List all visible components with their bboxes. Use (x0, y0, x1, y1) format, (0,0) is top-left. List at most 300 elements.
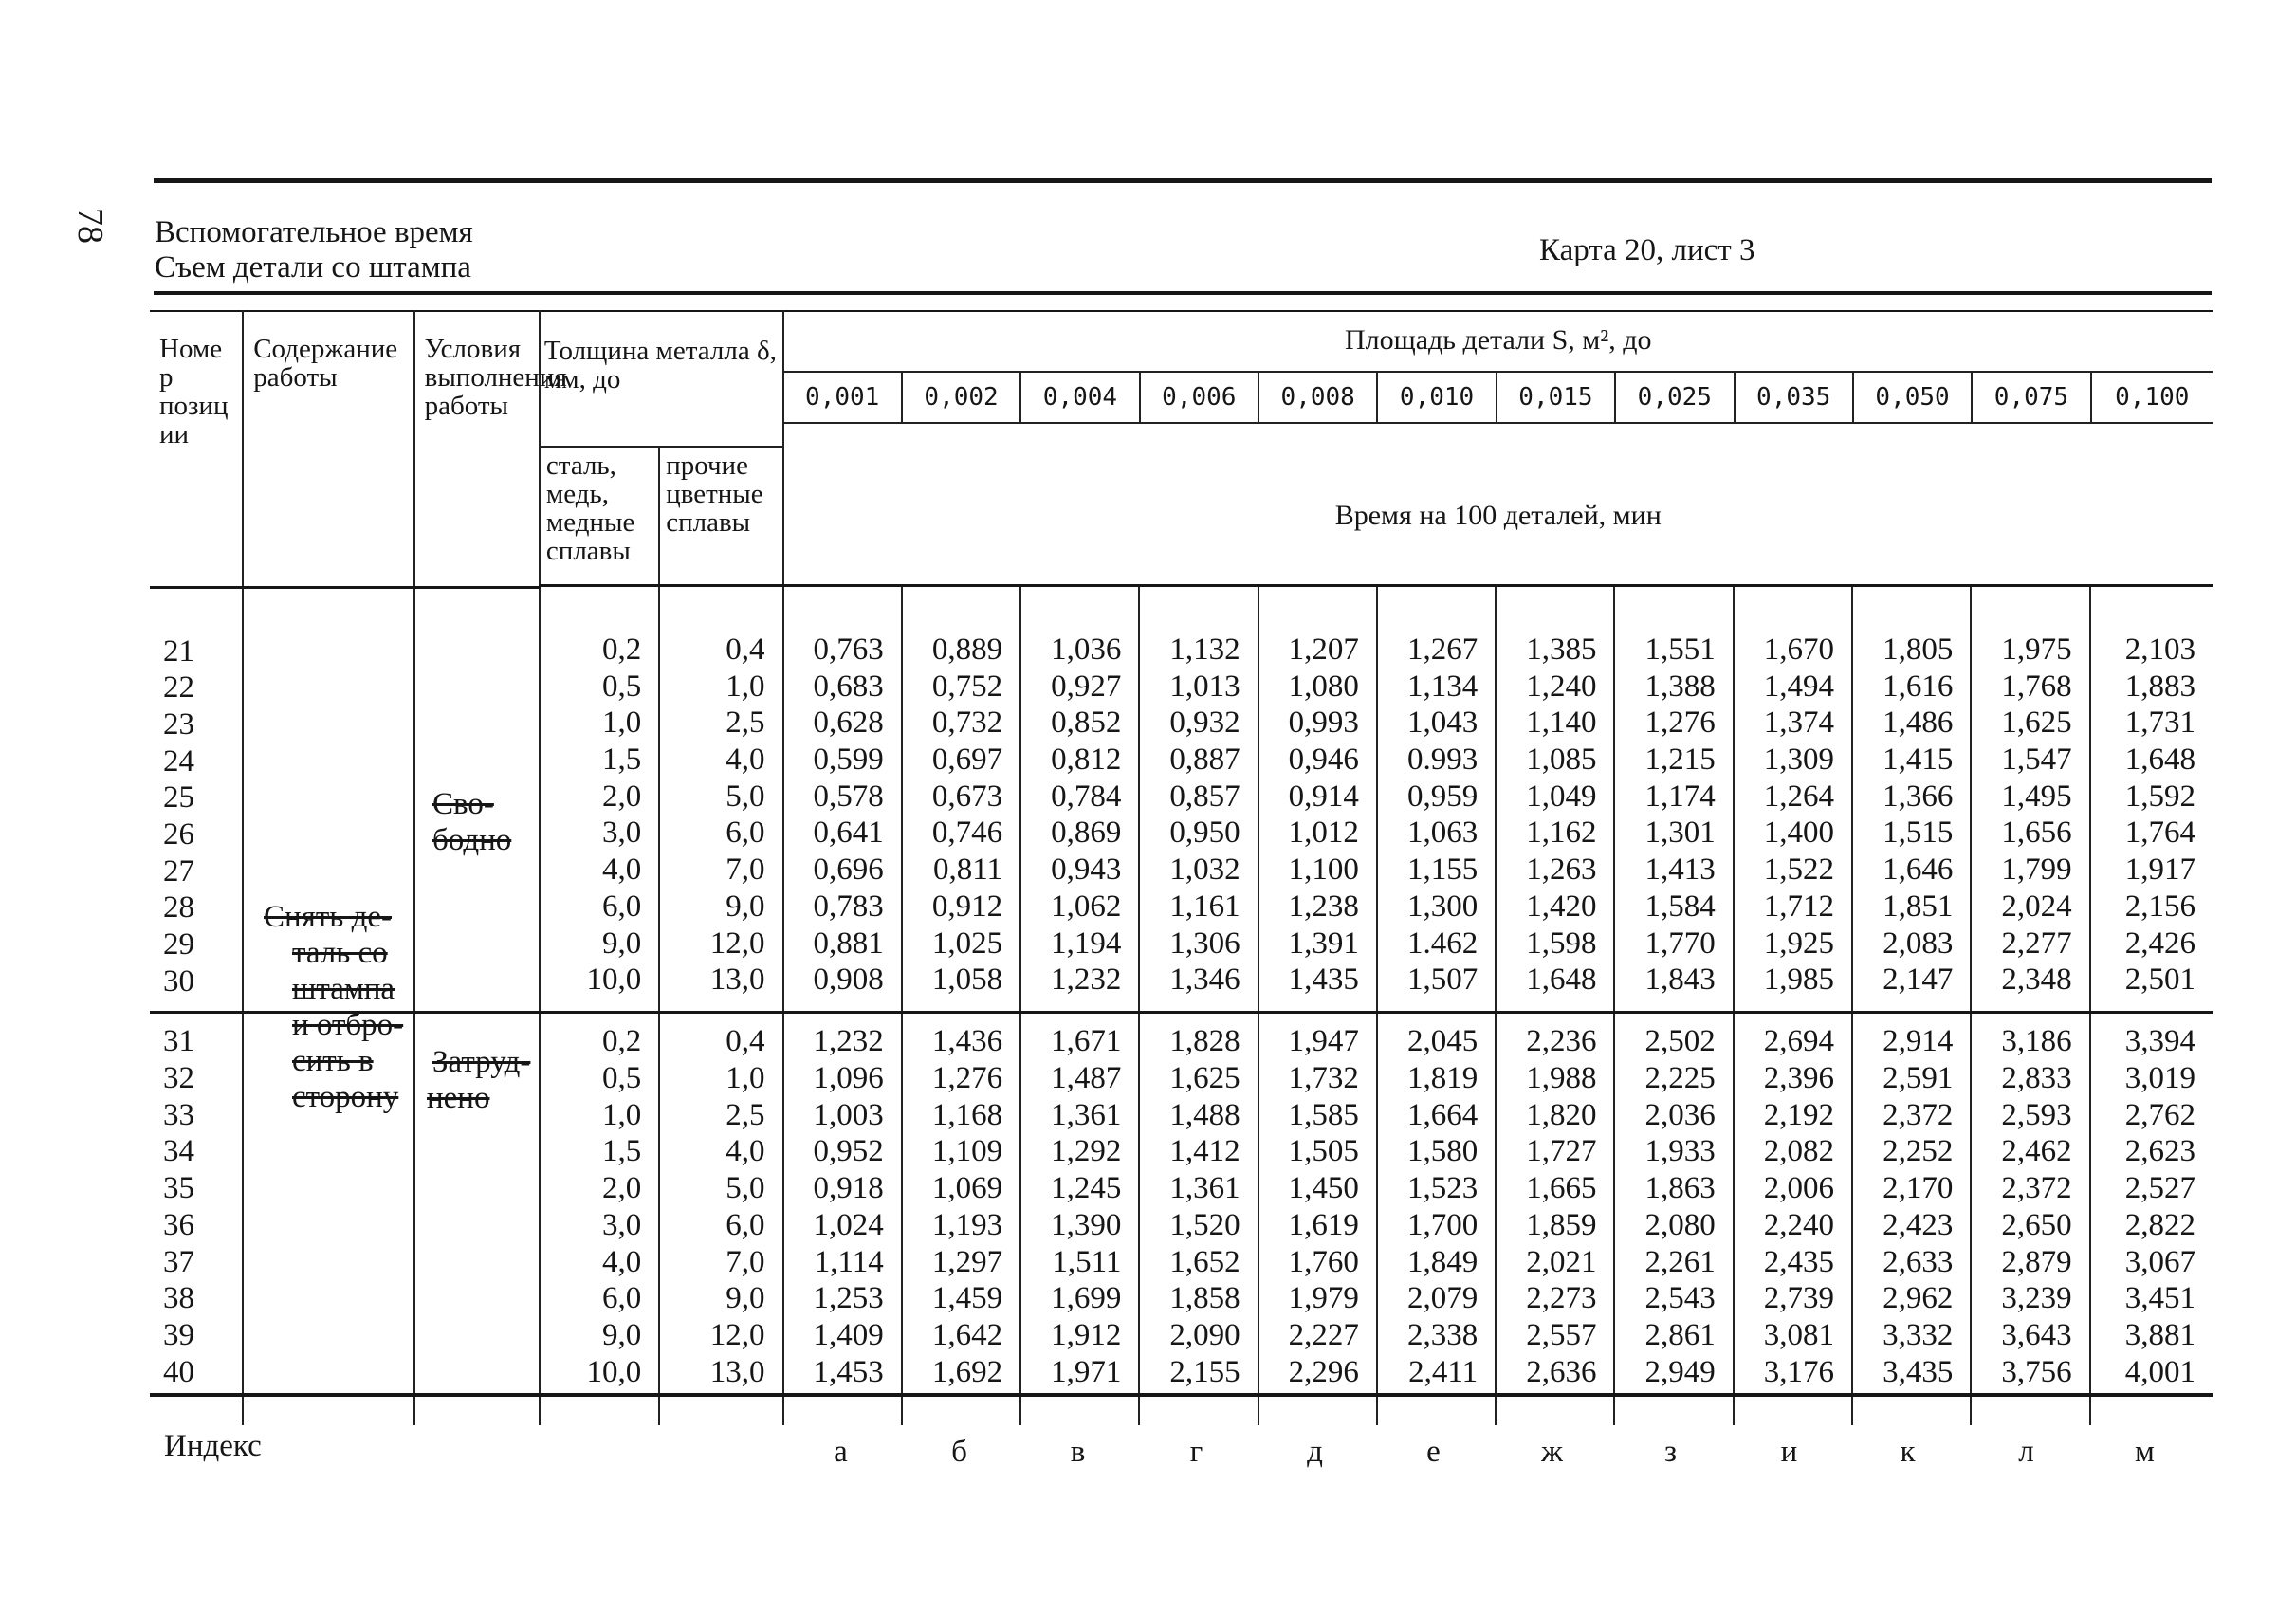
time-value: 1,764 (2124, 816, 2195, 851)
time-value: 0,599 (813, 742, 884, 778)
time-value: 1,819 (1406, 1061, 1479, 1096)
time-value: 1,036 (1051, 632, 1122, 667)
time-value: 1,851 (1883, 889, 1954, 924)
time-value: 2,762 (2124, 1097, 2195, 1132)
time-value: 0,932 (1169, 706, 1240, 741)
time-value: 1,413 (1644, 852, 1716, 888)
time-value: 2,962 (1883, 1281, 1954, 1316)
time-value: 1,520 (1169, 1207, 1240, 1242)
time-value: 2,261 (1644, 1244, 1716, 1279)
area-size-6: 0,010 (1376, 373, 1495, 422)
thickness-other-value: 2,5 (726, 1097, 765, 1132)
time-value: 0,952 (813, 1134, 884, 1169)
time-value: 1,459 (931, 1281, 1003, 1316)
time-value: 1,522 (1763, 852, 1835, 888)
time-value: 1,642 (931, 1317, 1003, 1352)
time-value: 1,805 (1883, 632, 1954, 667)
time-value: 2,543 (1644, 1281, 1716, 1316)
time-value: 1,859 (1526, 1207, 1597, 1242)
thickness-other-value: 7,0 (726, 1244, 765, 1279)
thickness-steel-value: 3,0 (601, 816, 642, 851)
time-value: 2,036 (1644, 1097, 1716, 1132)
time-value: 1,486 (1883, 706, 1954, 741)
thickness-steel-value: 0,5 (601, 669, 642, 704)
time-value: 1,664 (1406, 1097, 1479, 1132)
position-value: 22 (163, 670, 194, 706)
time-value: 2,739 (1763, 1281, 1835, 1316)
thickness-steel-value: 9,0 (601, 926, 642, 961)
time-value: 1,925 (1763, 926, 1835, 961)
index-letter: и (1780, 1435, 1798, 1469)
time-value: 1,415 (1883, 742, 1954, 778)
position-value: 33 (163, 1097, 194, 1132)
time-cell (1614, 587, 1733, 1013)
time-value: 2,006 (1763, 1171, 1835, 1206)
thickness-steel-value: 0,2 (601, 1024, 642, 1059)
time-value: 3,451 (2124, 1281, 2195, 1316)
time-value: 1,100 (1288, 852, 1359, 888)
time-value: 1,263 (1526, 852, 1597, 888)
time-value: 1,306 (1169, 926, 1240, 961)
time-value: 1,412 (1169, 1134, 1240, 1169)
times-table (150, 310, 2213, 1425)
thickness-steel-value: 0,2 (601, 632, 642, 667)
thickness-other-value: 12,0 (709, 926, 765, 961)
time-value: 1,080 (1288, 669, 1359, 704)
condition-line: Затруд- (432, 1045, 531, 1079)
position-value: 28 (163, 890, 194, 926)
time-value: 1,435 (1288, 962, 1359, 998)
thickness-other-value: 9,0 (726, 889, 765, 924)
time-value: 2,103 (2124, 632, 2195, 667)
index-letter: б (951, 1435, 967, 1469)
time-value: 1,385 (1526, 632, 1597, 667)
area-size-4: 0,006 (1139, 373, 1258, 422)
time-value: 1,799 (2001, 852, 2072, 888)
thickness-other-value: 6,0 (726, 1207, 765, 1242)
time-value: 2,396 (1763, 1061, 1835, 1096)
time-value: 3,176 (1763, 1354, 1835, 1389)
time-value: 1,114 (814, 1244, 884, 1279)
position-value: 25 (163, 780, 194, 816)
time-value: 2,277 (2001, 926, 2072, 961)
time-value: 1,511 (1052, 1244, 1122, 1279)
thickness-steel-value: 2,0 (601, 779, 642, 814)
time-value: 2,083 (1883, 926, 1954, 961)
time-value: 1,917 (2124, 852, 2195, 888)
time-value: 0,993 (1288, 706, 1359, 741)
time-value: 1,585 (1288, 1097, 1359, 1132)
time-value: 1,297 (931, 1244, 1003, 1279)
time-value: 0,943 (1051, 852, 1122, 888)
thickness-other-value: 6,0 (726, 816, 765, 851)
time-value: 3,186 (2001, 1024, 2072, 1059)
time-value: 2,236 (1526, 1024, 1597, 1059)
thickness-steel-value: 3,0 (601, 1207, 642, 1242)
time-value: 1,436 (931, 1024, 1003, 1059)
col-work-label: Содержание работы (253, 334, 398, 393)
col-steel-label: сталь, медь, медные сплавы (545, 450, 635, 566)
position-value: 23 (163, 706, 194, 742)
area-size-2: 0,002 (901, 373, 1019, 422)
time-value: 1,450 (1288, 1171, 1359, 1206)
time-value: 1,374 (1763, 706, 1835, 741)
index-letter: д (1307, 1435, 1323, 1469)
time-value: 2,155 (1169, 1354, 1240, 1389)
time-value: 1,453 (813, 1354, 884, 1389)
col-conditions-header (414, 310, 567, 587)
time-value: 0,732 (931, 706, 1003, 741)
time-cell (1734, 1013, 1852, 1425)
time-value: 1,132 (1169, 632, 1240, 667)
thickness-steel-value: 4,0 (601, 1244, 642, 1279)
time-value: 3,332 (1883, 1317, 1954, 1352)
time-value: 0,889 (931, 632, 1003, 667)
time-value: 1,232 (1051, 962, 1122, 998)
thickness-other-value: 9,0 (726, 1281, 765, 1316)
time-value: 1,194 (1051, 926, 1122, 961)
thickness-other-cell (659, 587, 782, 1013)
time-value: 1,013 (1169, 669, 1240, 704)
thickness-other-value: 4,0 (726, 1134, 765, 1169)
time-value: 2,080 (1644, 1207, 1716, 1242)
time-value: 1,253 (813, 1281, 884, 1316)
time-value: 1,727 (1526, 1134, 1597, 1169)
time-value: 1,276 (1644, 706, 1716, 741)
thickness-steel-value: 10,0 (586, 1354, 642, 1389)
time-value: 0,908 (813, 962, 884, 998)
time-value: 2,694 (1763, 1024, 1835, 1059)
time-value: 0,946 (1288, 742, 1359, 778)
position-value: 27 (163, 853, 194, 889)
time-cell (1852, 1013, 1971, 1425)
thickness-steel-cell (540, 1013, 659, 1425)
time-value: 0,959 (1406, 779, 1479, 814)
time-value: 2,372 (2001, 1171, 2072, 1206)
time-value: 1,670 (1763, 632, 1835, 667)
time-value: 1,301 (1644, 816, 1716, 851)
work-content-line: Снять де- (264, 900, 392, 934)
time-value: 1,665 (1526, 1171, 1597, 1206)
time-value: 3,019 (2124, 1061, 2195, 1096)
thickness-other-value: 12,0 (709, 1317, 765, 1352)
area-size-7: 0,015 (1496, 373, 1614, 422)
time-value: 1,985 (1763, 962, 1835, 998)
time-value: 1,300 (1406, 889, 1479, 924)
time-value: 1,488 (1169, 1097, 1240, 1132)
thickness-other-value: 0,4 (726, 632, 765, 667)
time-value: 1,700 (1406, 1207, 1479, 1242)
time-value: 0,784 (1051, 779, 1122, 814)
time-value: 2,557 (1526, 1317, 1597, 1352)
time-value: 1,883 (2124, 669, 2195, 704)
time-value: 1,409 (813, 1317, 884, 1352)
time-value: 1,515 (1883, 816, 1954, 851)
time-cell (1139, 1013, 1258, 1425)
position-value: 24 (163, 743, 194, 779)
header-title-line1: Вспомогательное время (155, 215, 473, 249)
time-value: 3,643 (2001, 1317, 2072, 1352)
time-value: 1,168 (931, 1097, 1003, 1132)
thickness-steel-value: 9,0 (601, 1317, 642, 1352)
time-value: 4,001 (2124, 1354, 2195, 1389)
index-letter: г (1189, 1435, 1203, 1469)
thickness-other-value: 4,0 (726, 742, 765, 778)
time-value: 1,292 (1051, 1134, 1122, 1169)
time-value: 1,495 (2001, 779, 2072, 814)
position-cell (150, 587, 243, 1013)
time-value: 0,950 (1169, 816, 1240, 851)
col-work-header (243, 310, 413, 587)
time-value: 1,656 (2001, 816, 2072, 851)
time-value: 0,918 (813, 1171, 884, 1206)
time-value: 1,820 (1526, 1097, 1597, 1132)
area-size-12: 0,100 (2090, 373, 2213, 422)
time-value: 0,812 (1051, 742, 1122, 778)
time-cell (1496, 1013, 1614, 1425)
index-letter: а (834, 1435, 848, 1469)
col-other-header (659, 447, 782, 586)
time-value: 1,388 (1644, 669, 1716, 704)
time-value: 1,232 (813, 1024, 884, 1059)
time-value: 1.462 (1406, 926, 1479, 961)
time-value: 1,712 (1763, 889, 1835, 924)
time-value: 1,487 (1051, 1061, 1122, 1096)
time-value: 1,085 (1526, 742, 1597, 778)
time-value: 0,697 (931, 742, 1003, 778)
time-value: 1,912 (1051, 1317, 1122, 1352)
time-cell (902, 587, 1020, 1013)
time-value: 1,648 (2124, 742, 2195, 778)
area-size-5: 0,008 (1258, 373, 1376, 422)
thickness-other-cell (659, 1013, 782, 1425)
time-cell (1852, 587, 1971, 1013)
time-value: 2,879 (2001, 1244, 2072, 1279)
thickness-steel-value: 1,5 (601, 1134, 642, 1169)
time-value: 1,648 (1526, 962, 1597, 998)
time-value: 1,598 (1526, 926, 1597, 961)
time-value: 0,578 (813, 779, 884, 814)
time-value: 2,045 (1406, 1024, 1479, 1059)
time-value: 1,619 (1288, 1207, 1359, 1242)
time-value: 1,652 (1169, 1244, 1240, 1279)
index-letter: л (2018, 1435, 2034, 1469)
time-value: 2,527 (2124, 1171, 2195, 1206)
time-value: 1,551 (1644, 632, 1716, 667)
time-value: 1,049 (1526, 779, 1597, 814)
time-value: 1,063 (1406, 816, 1479, 851)
time-value: 1,025 (931, 926, 1003, 961)
time-cell (1614, 1013, 1733, 1425)
position-value: 32 (163, 1061, 194, 1096)
time-value: 1,625 (2001, 706, 2072, 741)
thickness-other-value: 2,5 (726, 706, 765, 741)
thickness-other-value: 7,0 (726, 852, 765, 888)
position-value: 39 (163, 1317, 194, 1352)
area-header-block (783, 310, 2213, 447)
time-value: 3,081 (1763, 1317, 1835, 1352)
time-value: 1,267 (1406, 632, 1479, 667)
thickness-steel-value: 6,0 (601, 1281, 642, 1316)
thickness-other-value: 5,0 (726, 1171, 765, 1206)
thickness-steel-cell (540, 587, 659, 1013)
area-size-11: 0,075 (1971, 373, 2089, 422)
header-rule (154, 291, 2212, 295)
time-value: 1,032 (1169, 852, 1240, 888)
time-value: 2,650 (2001, 1207, 2072, 1242)
header-title-line2: Съем детали со штампа (155, 250, 471, 284)
area-title: Площадь детали S, м², до (1344, 324, 1652, 356)
index-letter: ж (1541, 1435, 1563, 1469)
time-value: 2,240 (1763, 1207, 1835, 1242)
time-value: 1,207 (1288, 632, 1359, 667)
time-value: 2,833 (2001, 1061, 2072, 1096)
work-content-line: сить в (292, 1044, 374, 1078)
index-letter: е (1426, 1435, 1441, 1469)
time-cell (1020, 1013, 1139, 1425)
time-cell (783, 587, 902, 1013)
time-value: 1,849 (1406, 1244, 1479, 1279)
time-value: 2,423 (1883, 1207, 1954, 1242)
time-value: 0,887 (1169, 742, 1240, 778)
time-cell (1139, 587, 1258, 1013)
time-value: 1,671 (1051, 1024, 1122, 1059)
card-label: Карта 20, лист 3 (1539, 233, 1755, 267)
time-value: 1,240 (1526, 669, 1597, 704)
time-value: 2,225 (1644, 1061, 1716, 1096)
time-value: 2,348 (2001, 962, 2072, 998)
thickness-other-value: 13,0 (709, 962, 765, 998)
time-value: 1,494 (1763, 669, 1835, 704)
time-value: 0,683 (813, 669, 884, 704)
time-value: 2,636 (1526, 1354, 1597, 1389)
thickness-steel-value: 4,0 (601, 852, 642, 888)
table-bottom-rule (150, 1393, 2213, 1397)
time-value: 1,760 (1288, 1244, 1359, 1279)
time-value: 2,273 (1526, 1281, 1597, 1316)
time-value: 1,134 (1406, 669, 1479, 704)
time-cell (1377, 1013, 1496, 1425)
time-cell (1971, 1013, 2089, 1425)
time-value: 2,411 (1408, 1354, 1479, 1389)
time-value: 1,391 (1288, 926, 1359, 961)
position-value: 21 (163, 633, 194, 669)
time-value: 1,975 (2001, 632, 2072, 667)
time-value: 2,252 (1883, 1134, 1954, 1169)
time-value: 1,988 (1526, 1061, 1597, 1096)
time-value: 2,501 (2124, 962, 2195, 998)
time-value: 1,699 (1051, 1281, 1122, 1316)
time-value: 0,927 (1051, 669, 1122, 704)
time-value: 0,628 (813, 706, 884, 741)
sizes-row (784, 371, 2213, 424)
time-value: 0,752 (931, 669, 1003, 704)
thickness-steel-value: 6,0 (601, 889, 642, 924)
col-thickness-label: Толщина металла δ, мм, до (543, 336, 777, 394)
time-value: 1,264 (1763, 779, 1835, 814)
time-value: 2,156 (2124, 889, 2195, 924)
time-value: 1,069 (931, 1171, 1003, 1206)
time-cell (1377, 587, 1496, 1013)
position-value: 40 (163, 1354, 194, 1389)
time-value: 2,296 (1288, 1354, 1359, 1389)
time-value: 0.993 (1406, 742, 1479, 778)
time-value: 2,435 (1763, 1244, 1835, 1279)
time-value: 1,366 (1883, 779, 1954, 814)
time-cell (2090, 1013, 2213, 1425)
time-value: 2,861 (1644, 1317, 1716, 1352)
col-conditions-label: Условия выполнения работы (424, 334, 567, 421)
time-value: 1,276 (931, 1061, 1003, 1096)
time-value: 1,109 (931, 1134, 1003, 1169)
work-content-line: и отбро- (292, 1008, 404, 1042)
page-number: 78 (70, 208, 110, 244)
work-content-line: таль со (292, 936, 388, 970)
col-other-label: прочие цветные сплавы (666, 450, 763, 538)
time-value: 1,731 (2124, 706, 2195, 741)
work-content-line: сторону (292, 1080, 399, 1114)
time-value: 3,881 (2124, 1317, 2195, 1352)
thickness-steel-value: 0,5 (601, 1061, 642, 1096)
time-value: 2,623 (2124, 1134, 2195, 1169)
area-size-8: 0,025 (1614, 373, 1733, 422)
time-value: 1,625 (1169, 1061, 1240, 1096)
time-value: 1,400 (1763, 816, 1835, 851)
thickness-other-value: 5,0 (726, 779, 765, 814)
time-cell (1734, 587, 1852, 1013)
time-value: 1,971 (1051, 1354, 1122, 1389)
time-value: 1,161 (1169, 889, 1240, 924)
index-letter: в (1070, 1435, 1086, 1469)
time-value: 2,593 (2001, 1097, 2072, 1132)
time-value: 2,822 (2124, 1207, 2195, 1242)
time-value: 3,067 (2124, 1244, 2195, 1279)
time-value: 1,933 (1644, 1134, 1716, 1169)
time-value: 1,420 (1526, 889, 1597, 924)
time-value: 1,592 (2124, 779, 2195, 814)
time-value: 0,857 (1169, 779, 1240, 814)
work-content-line: штампа (292, 972, 395, 1006)
time-value: 1,390 (1051, 1207, 1122, 1242)
thickness-other-value: 1,0 (726, 1061, 765, 1096)
area-size-9: 0,035 (1734, 373, 1852, 422)
index-letter: м (2135, 1435, 2155, 1469)
time-value: 1,096 (813, 1061, 884, 1096)
time-value: 2,147 (1883, 962, 1954, 998)
col-position-header (150, 310, 243, 587)
time-value: 1,309 (1763, 742, 1835, 778)
time-value: 1,646 (1883, 852, 1954, 888)
time-cell (1496, 587, 1614, 1013)
thickness-steel-value: 2,0 (601, 1171, 642, 1206)
thickness-steel-value: 1,0 (601, 1097, 642, 1132)
time-value: 1,162 (1526, 816, 1597, 851)
time-value: 0,763 (813, 632, 884, 667)
time-value: 1,058 (931, 962, 1003, 998)
time-cell (1258, 587, 1377, 1013)
position-value: 36 (163, 1207, 194, 1242)
time-value: 1,979 (1288, 1281, 1359, 1316)
time-cell (1020, 587, 1139, 1013)
time-value: 2,914 (1883, 1024, 1954, 1059)
time-value: 0,811 (933, 852, 1003, 888)
time-value: 2,024 (2001, 889, 2072, 924)
col-steel-header (540, 447, 659, 586)
time-value: 1,863 (1644, 1171, 1716, 1206)
col-position-label: Номер позиции (159, 334, 229, 449)
area-size-1: 0,001 (805, 383, 880, 412)
time-value: 2,079 (1406, 1281, 1479, 1316)
